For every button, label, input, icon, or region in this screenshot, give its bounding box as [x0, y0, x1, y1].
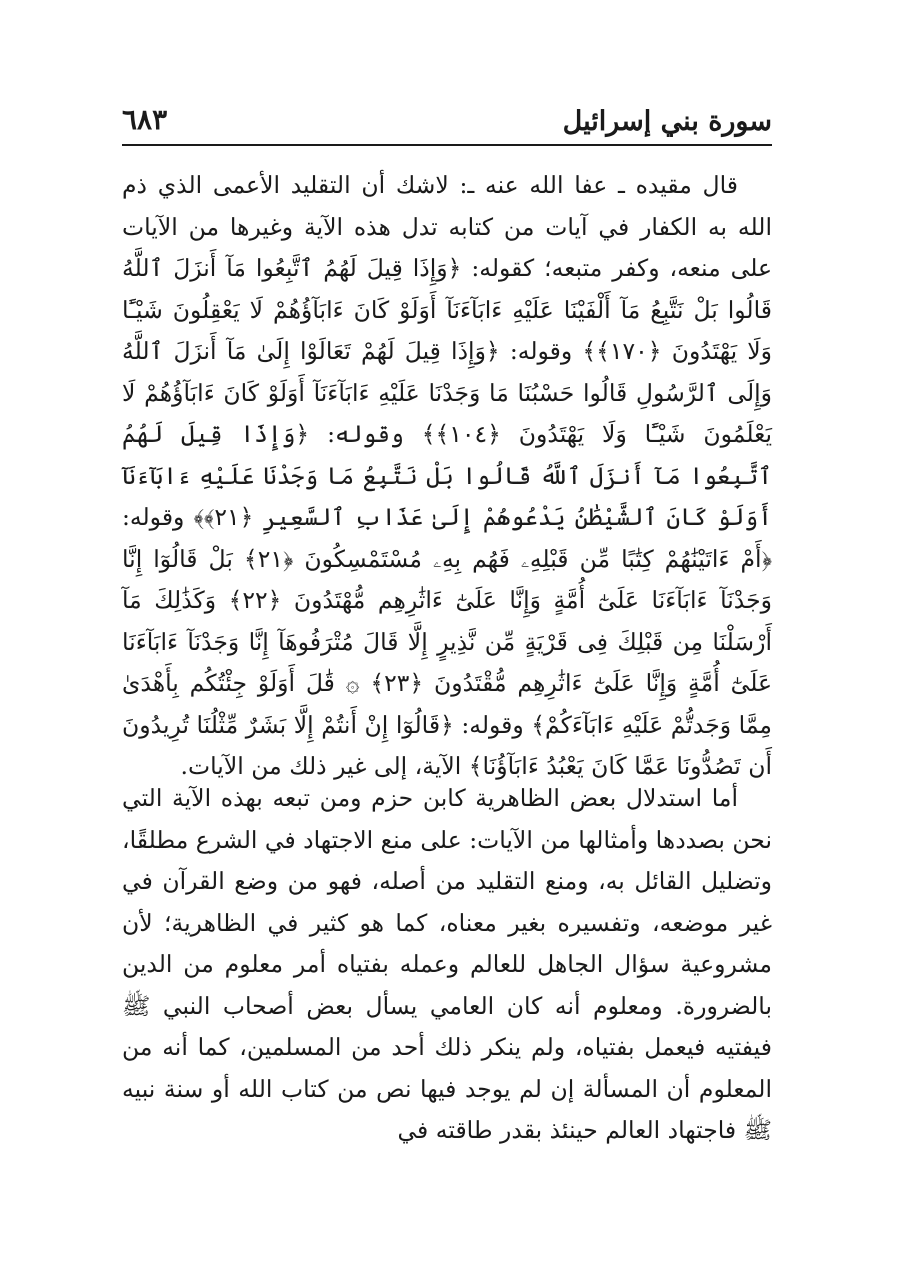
- commentary-paragraph-2: أما استدلال بعض الظاهرية كابن حزم ومن تبعه بهذه الآية التي نحن بصددها وأمثالها من الآيات: على منع الاجتهاد في الشرع مطلقًا، وتضليل القائل به، ومنع التقليد من أصله، فهو من وضع القرآن في غير موضعه، وتفسيره بغير معناه، كما هو كثير في الظاهرية؛ لأن مشروعية سؤال الجاهل للعالم وعمله بفتياه أمر معلوم من الدين بالضرورة. ومعلوم أنه كان العامي يسأل بعض أصحاب النبي ﷺ فيفتيه فيعمل بفتياه، ولم ينكر ذلك أحد من المسلمين، كما أنه من المعلوم أن المسألة إن لم يوجد فيها نص من كتاب الله أو سنة نبيه ﷺ فاجتهاد العالم حينئذ بقدر طاقته في: [122, 784, 772, 1144]
- page-number: ٦٨٣: [122, 103, 168, 136]
- commentary-paragraph-1: قال مقيده ـ عفا الله عنه ـ: لاشك أن التقليد الأعمى الذي ذم الله به الكفار في آيات من كتابه تدل هذه الآية وغيرها من الآيات على منعه، وكفر متبعه؛ كقوله: ﴿وَإِذَا قِيلَ لَهُمُ ٱتَّبِعُوا مَآ أَنزَلَ ٱللَّهُ قَالُوا بَلْ نَتَّبِعُ مَآ أَلْفَيْنَا عَلَيْهِ ءَابَآءَنَآ أَوَلَوْ كَانَ ءَابَآؤُهُمْ لَا يَعْقِلُونَ شَيْـًٔا وَلَا يَهْتَدُونَ ﴿١٧٠﴾﴾ وقوله: ﴿وَإِذَا قِيلَ لَهُمْ تَعَالَوْا إِلَىٰ مَآ أَنزَلَ ٱللَّهُ وَإِلَى ٱلرَّسُولِ قَالُوا حَسْبُنَا مَا وَجَدْنَا عَلَيْهِ ءَابَآءَنَآ أَوَلَوْ كَانَ ءَابَآؤُهُمْ لَا يَعْلَمُونَ شَيْـًٔا وَلَا يَهْتَدُونَ ﴿١٠٤﴾﴾ وقوله: ﴿وَإِذَا قِيلَ لَهُمُ ٱتَّبِعُوا مَآ أَنزَلَ ٱللَّهُ قَالُوا بَلْ نَتَّبِعُ مَا وَجَدْنَا عَلَيْهِ ءَابَآءَنَآ أَوَلَوْ كَانَ ٱلشَّيْطَٰنُ يَدْعُوهُمْ إِلَىٰ عَذَابِ ٱلسَّعِيرِ ﴿٢١﴾﴾ وقوله: ﴿أَمْ ءَاتَيْنَٰهُمْ كِتَٰبًا مِّن قَبْلِهِۦ فَهُم بِهِۦ مُسْتَمْسِكُونَ ﴿٢١﴾ بَلْ قَالُوٓا إِنَّا وَجَدْنَآ ءَابَآءَنَا عَلَىٰٓ أُمَّةٍ وَإِنَّا عَلَىٰٓ ءَاثَٰرِهِم مُّهْتَدُونَ ﴿٢٢﴾ وَكَذَٰلِكَ مَآ أَرْسَلْنَا مِن قَبْلِكَ فِى قَرْيَةٍ مِّن نَّذِيرٍ إِلَّا قَالَ مُتْرَفُوهَآ إِنَّا وَجَدْنَآ ءَابَآءَنَا عَلَىٰٓ أُمَّةٍ وَإِنَّا عَلَىٰٓ ءَاثَٰرِهِم مُّقْتَدُونَ ﴿٢٣﴾ ۞ قَٰلَ أَوَلَوْ جِئْتُكُم بِأَهْدَىٰ مِمَّا وَجَدتُّمْ عَلَيْهِ ءَابَآءَكُمْ﴾ وقوله: ﴿قَالُوٓا إِنْ أَنتُمْ إِلَّا بَشَرٌ مِّثْلُنَا تُرِيدُونَ أَن تَصُدُّونَا عَمَّا كَانَ يَعْبُدُ ءَابَآؤُنَا﴾ الآية، إلى غير ذلك من الآيات.: [122, 171, 773, 780]
- surah-title: سورة بني إسرائيل: [562, 106, 772, 137]
- running-header: [122, 100, 772, 146]
